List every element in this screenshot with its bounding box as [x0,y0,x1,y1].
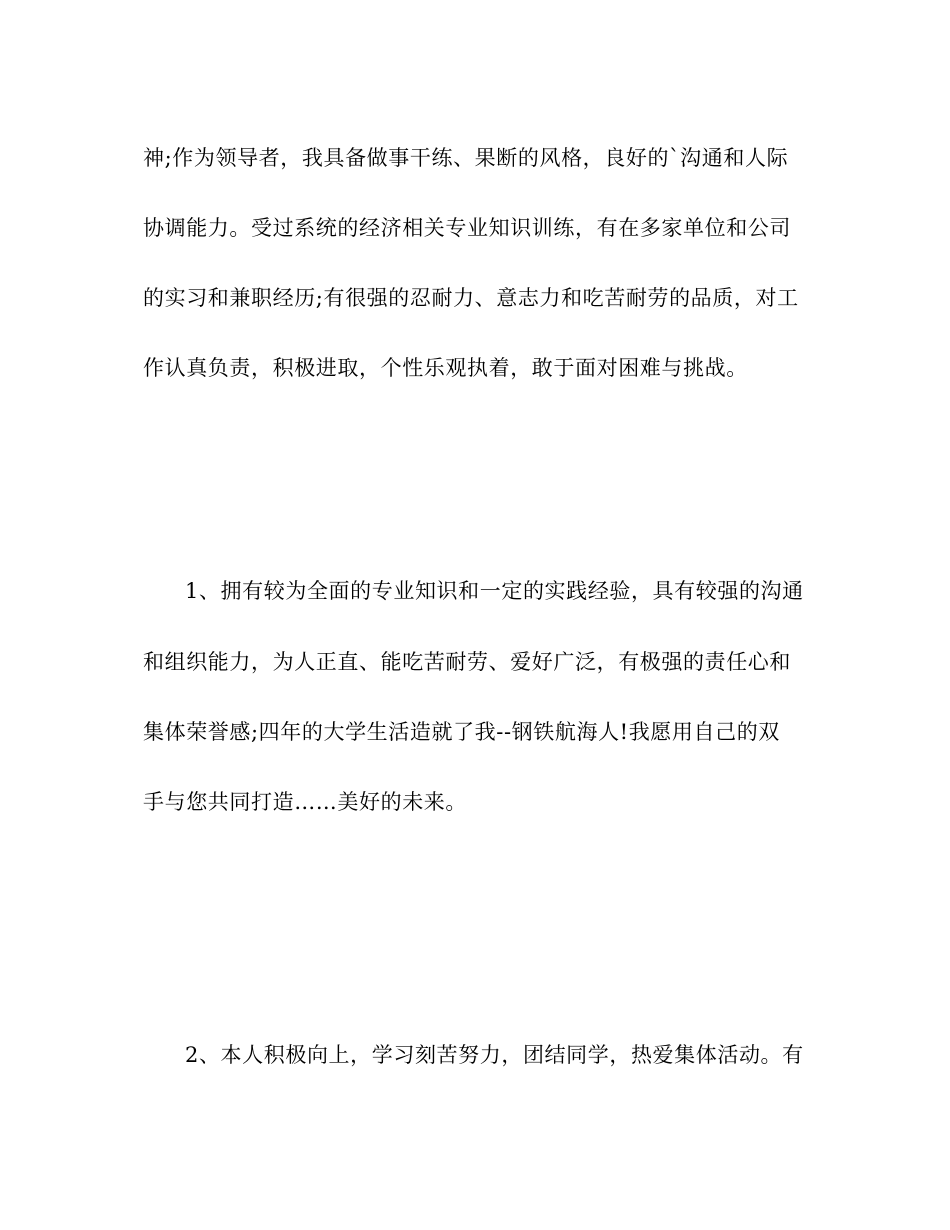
text-line: 协调能力。受过系统的经济相关专业知识训练，有在多家单位和公司 [143,216,791,240]
text-line: 神;作为领导者，我具备做事干练、果断的风格，良好的`沟通和人际 [143,146,789,170]
text-line: 的实习和兼职经历;有很强的忍耐力、意志力和吃苦耐劳的品质，对工 [143,286,799,310]
text-line: 集体荣誉感;四年的大学生活造就了我--钢铁航海人!我愿用自己的双 [143,720,780,744]
text-line: 手与您共同打造……美好的未来。 [143,790,467,814]
text-line: 作认真负责，积极进取，个性乐观执着，敢于面对困难与挑战。 [143,356,748,380]
text-line: 和组织能力，为人正直、能吃苦耐劳、爱好广泛，有极强的责任心和 [143,650,791,674]
text-line: 2、本人积极向上，学习刻苦努力，团结同学，热爱集体活动。有 [185,1043,804,1067]
text-line: 1、拥有较为全面的专业知识和一定的实践经验，具有较强的沟通 [185,579,804,603]
